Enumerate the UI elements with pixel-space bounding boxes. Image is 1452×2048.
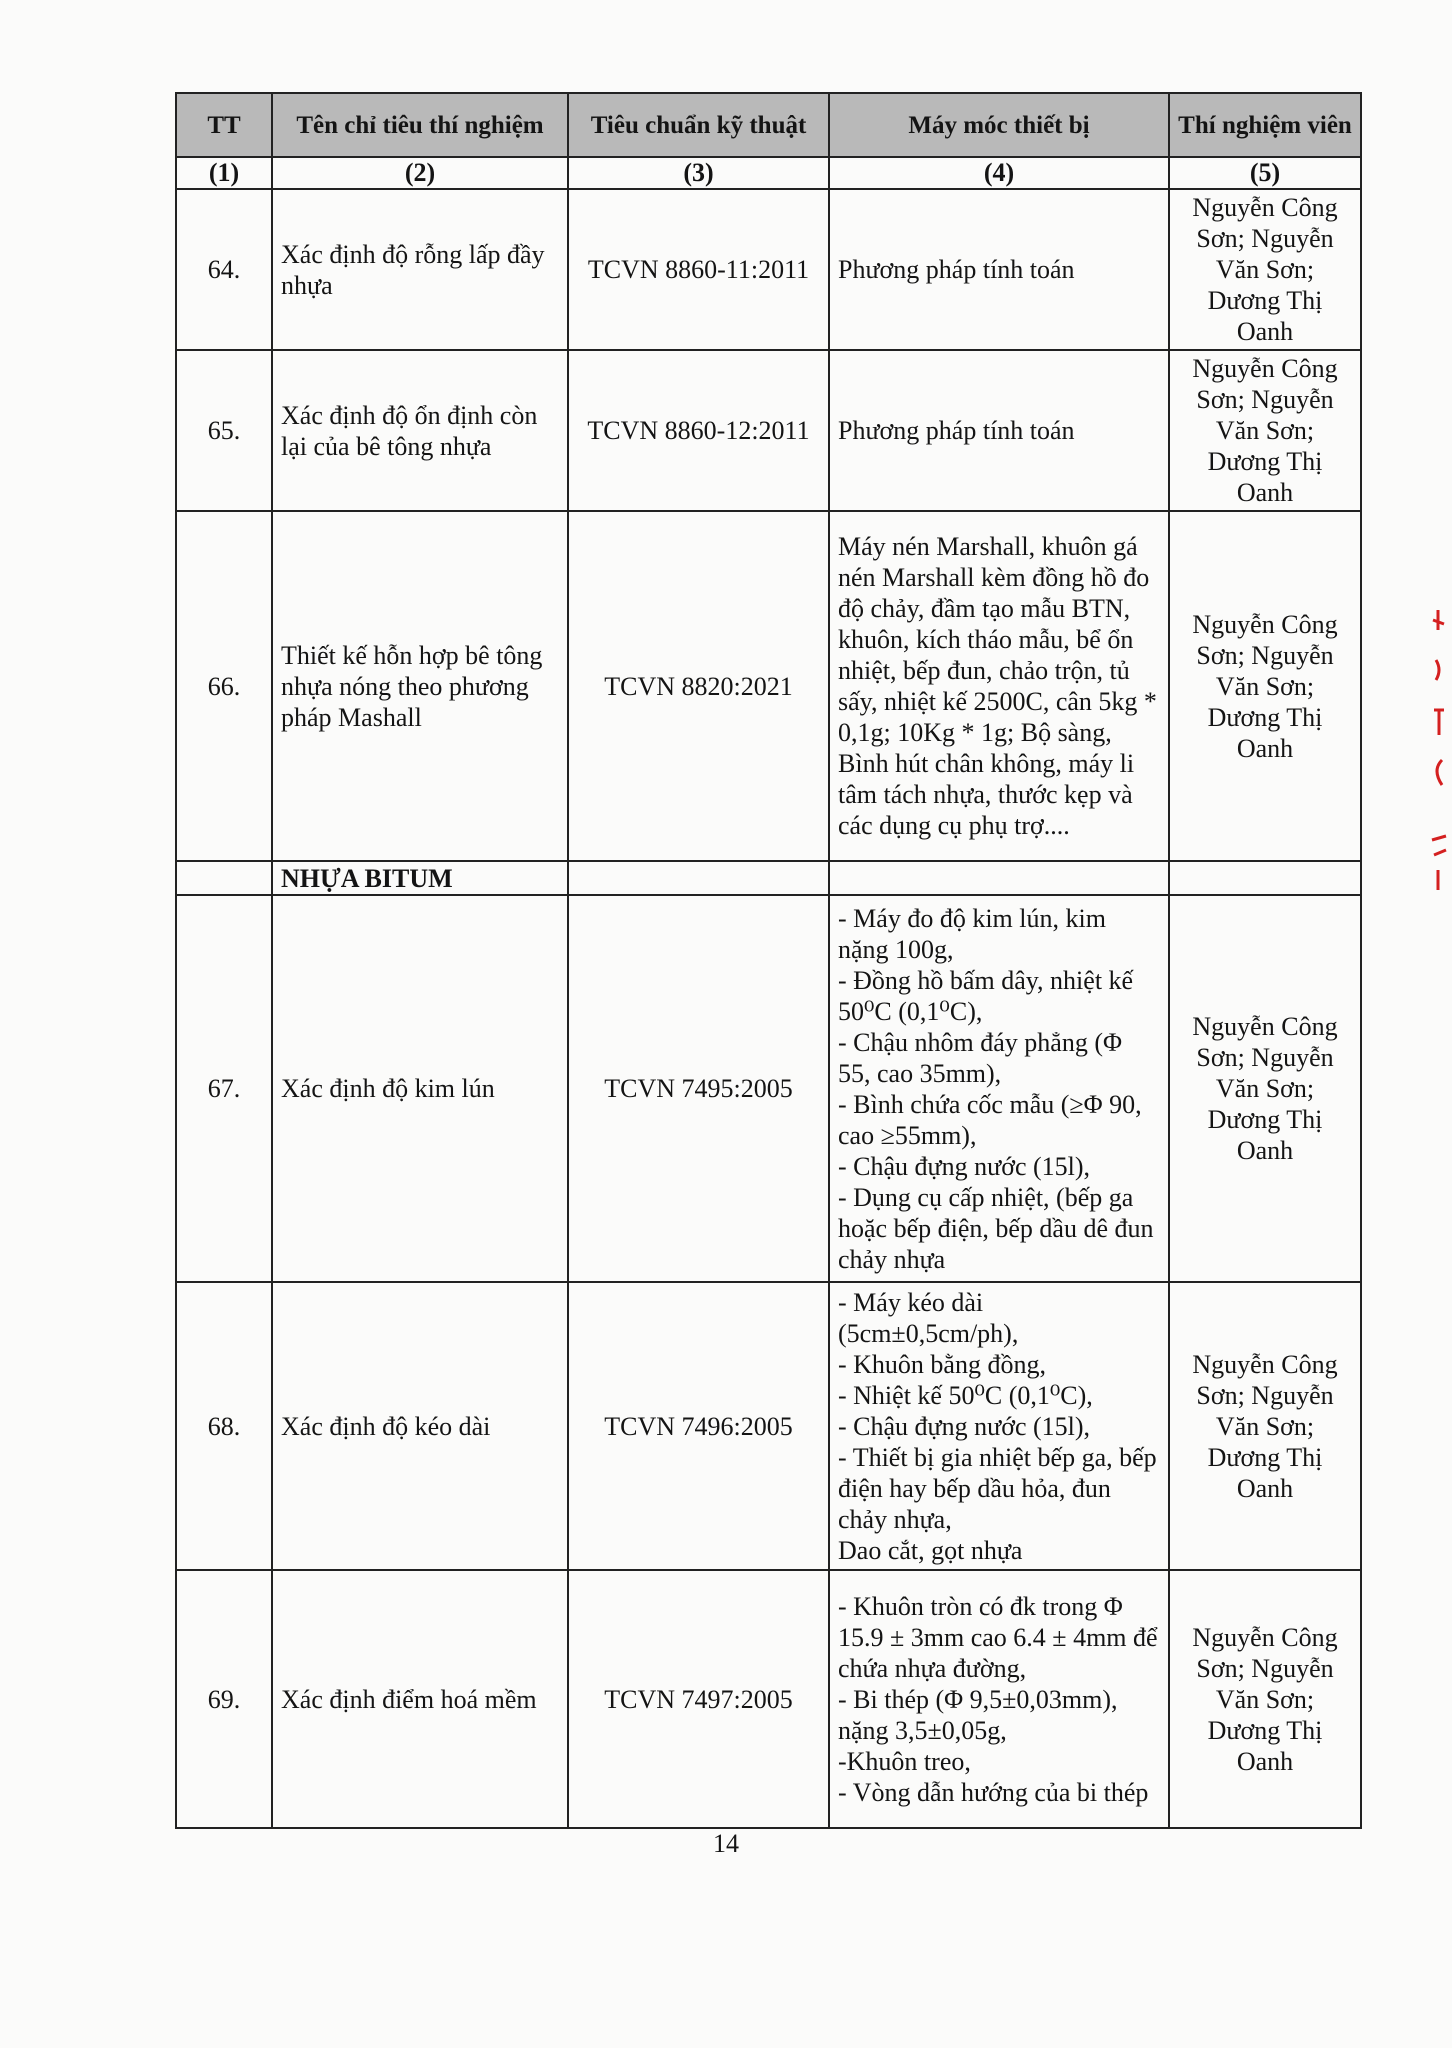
column-number: (2) [272, 157, 568, 189]
table-row [176, 350, 1361, 511]
table-row [176, 1282, 1361, 1570]
column-number: (3) [568, 157, 829, 189]
equipment-line: - Máy kéo dài (5cm±0,5cm/ph), [838, 1287, 1019, 1348]
table-row [176, 189, 1361, 350]
equipment-line: - Máy đo độ kim lún, kim nặng 100g, [838, 903, 1106, 964]
equipment-line: Dao cắt, gọt nhựa [838, 1535, 1023, 1565]
column-number-row [176, 157, 1361, 189]
equipment-line: -Khuôn treo, [838, 1746, 971, 1776]
equipment-line: - Vòng dẫn hướng của bi thép [838, 1777, 1149, 1807]
equipment-line: - Nhiệt kế 50⁰C (0,1⁰C), [838, 1380, 1093, 1410]
header-tt: TT [176, 93, 272, 157]
test-name: Xác định độ ổn định còn lại của bê tông nhựa [272, 350, 568, 511]
section-row [176, 861, 1361, 895]
standard-code: TCVN 7497:2005 [568, 1570, 829, 1828]
technicians: Nguyễn Công Sơn; Nguyễn Văn Sơn; Dương Thị Oanh [1169, 511, 1361, 861]
standard-code: TCVN 8820:2021 [568, 511, 829, 861]
equipment-line: - Chậu nhôm đáy phẳng (Φ 55, cao 35mm), [838, 1027, 1123, 1088]
equipment-cell [829, 1282, 1169, 1570]
equipment-line: - Bình chứa cốc mẫu (≥Φ 90, cao ≥55mm), [838, 1089, 1142, 1150]
header-technicians: Thí nghiệm viên [1169, 93, 1361, 157]
technicians: Nguyễn Công Sơn; Nguyễn Văn Sơn; Dương Thị Oanh [1169, 189, 1361, 350]
technicians: Nguyễn Công Sơn; Nguyễn Văn Sơn; Dương Thị Oanh [1169, 350, 1361, 511]
standard-code: TCVN 7496:2005 [568, 1282, 829, 1570]
equipment-line: - Thiết bị gia nhiệt bếp ga, bếp điện hay bếp dầu hỏa, đun chảy nhựa, [838, 1442, 1157, 1534]
equipment-line: Máy nén Marshall, khuôn gá nén Marshall kèm đồng hồ đo độ chảy, đầm tạo mẫu BTN, khuôn, kích tháo mẫu, bể ổn nhiệt, bếp đun, chảo trộn, tủ sấy, nhiệt kế 2500C, cân 5kg * 0,1g; 10Kg * 1g; Bộ sàng, Bình hút chân không, máy li tâm tách nhựa, thước kẹp và các dụng cụ phụ trợ.... [838, 532, 1157, 840]
test-name: Xác định độ rỗng lấp đầy nhựa [272, 189, 568, 350]
equipment-cell [829, 895, 1169, 1282]
column-number: (4) [829, 157, 1169, 189]
table-row [176, 1570, 1361, 1828]
row-number: 68. [176, 1282, 272, 1570]
technicians: Nguyễn Công Sơn; Nguyễn Văn Sơn; Dương Thị Oanh [1169, 895, 1361, 1282]
section-title: NHỰA BITUM [272, 861, 568, 895]
table-row [176, 511, 1361, 861]
technicians: Nguyễn Công Sơn; Nguyễn Văn Sơn; Dương Thị Oanh [1169, 1570, 1361, 1828]
column-number: (1) [176, 157, 272, 189]
table-row [176, 895, 1361, 1282]
header-standard: Tiêu chuẩn kỹ thuật [568, 93, 829, 157]
row-number: 67. [176, 895, 272, 1282]
test-standards-table [175, 92, 1362, 1829]
header-test-name: Tên chỉ tiêu thí nghiệm [272, 93, 568, 157]
equipment-cell [829, 511, 1169, 861]
test-name: Xác định độ kéo dài [272, 1282, 568, 1570]
test-name: Xác định điểm hoá mềm [272, 1570, 568, 1828]
equipment-line: - Chậu đựng nước (15l), [838, 1151, 1091, 1181]
equipment-line: - Chậu đựng nước (15l), [838, 1411, 1091, 1441]
page-number: 14 [713, 1829, 739, 1858]
column-number: (5) [1169, 157, 1361, 189]
header-equipment: Máy móc thiết bị [829, 93, 1169, 157]
standard-code: TCVN 8860-12:2011 [568, 350, 829, 511]
equipment-line: - Dụng cụ cấp nhiệt, (bếp ga hoặc bếp điện, bếp dầu dê đun chảy nhựa [838, 1182, 1154, 1274]
test-name: Xác định độ kim lún [272, 895, 568, 1282]
test-name: Thiết kế hỗn hợp bê tông nhựa nóng theo phương pháp Mashall [272, 511, 568, 861]
section-empty-cell [829, 861, 1169, 895]
section-empty-cell [176, 861, 272, 895]
technicians: Nguyễn Công Sơn; Nguyễn Văn Sơn; Dương Thị Oanh [1169, 1282, 1361, 1570]
equipment-line: Phương pháp tính toán [838, 255, 1075, 284]
equipment-line: - Đồng hồ bấm dây, nhiệt kế 50⁰C (0,1⁰C), [838, 965, 1134, 1026]
row-number: 69. [176, 1570, 272, 1828]
equipment-line: - Khuôn tròn có đk trong Φ 15.9 ± 3mm cao 6.4 ± 4mm để chứa nhựa đường, [838, 1591, 1158, 1683]
equipment-cell [829, 1570, 1169, 1828]
section-empty-cell [568, 861, 829, 895]
row-number: 66. [176, 511, 272, 861]
equipment-line: Phương pháp tính toán [838, 416, 1075, 445]
header-row [176, 93, 1361, 157]
standard-code: TCVN 7495:2005 [568, 895, 829, 1282]
row-number: 64. [176, 189, 272, 350]
row-number: 65. [176, 350, 272, 511]
equipment-cell [829, 189, 1169, 350]
equipment-line: - Khuôn bằng đồng, [838, 1349, 1046, 1379]
section-empty-cell [1169, 861, 1361, 895]
equipment-line: - Bi thép (Φ 9,5±0,03mm), nặng 3,5±0,05g, [838, 1684, 1118, 1745]
stamp-fragment [1428, 600, 1452, 900]
standard-code: TCVN 8860-11:2011 [568, 189, 829, 350]
equipment-cell [829, 350, 1169, 511]
